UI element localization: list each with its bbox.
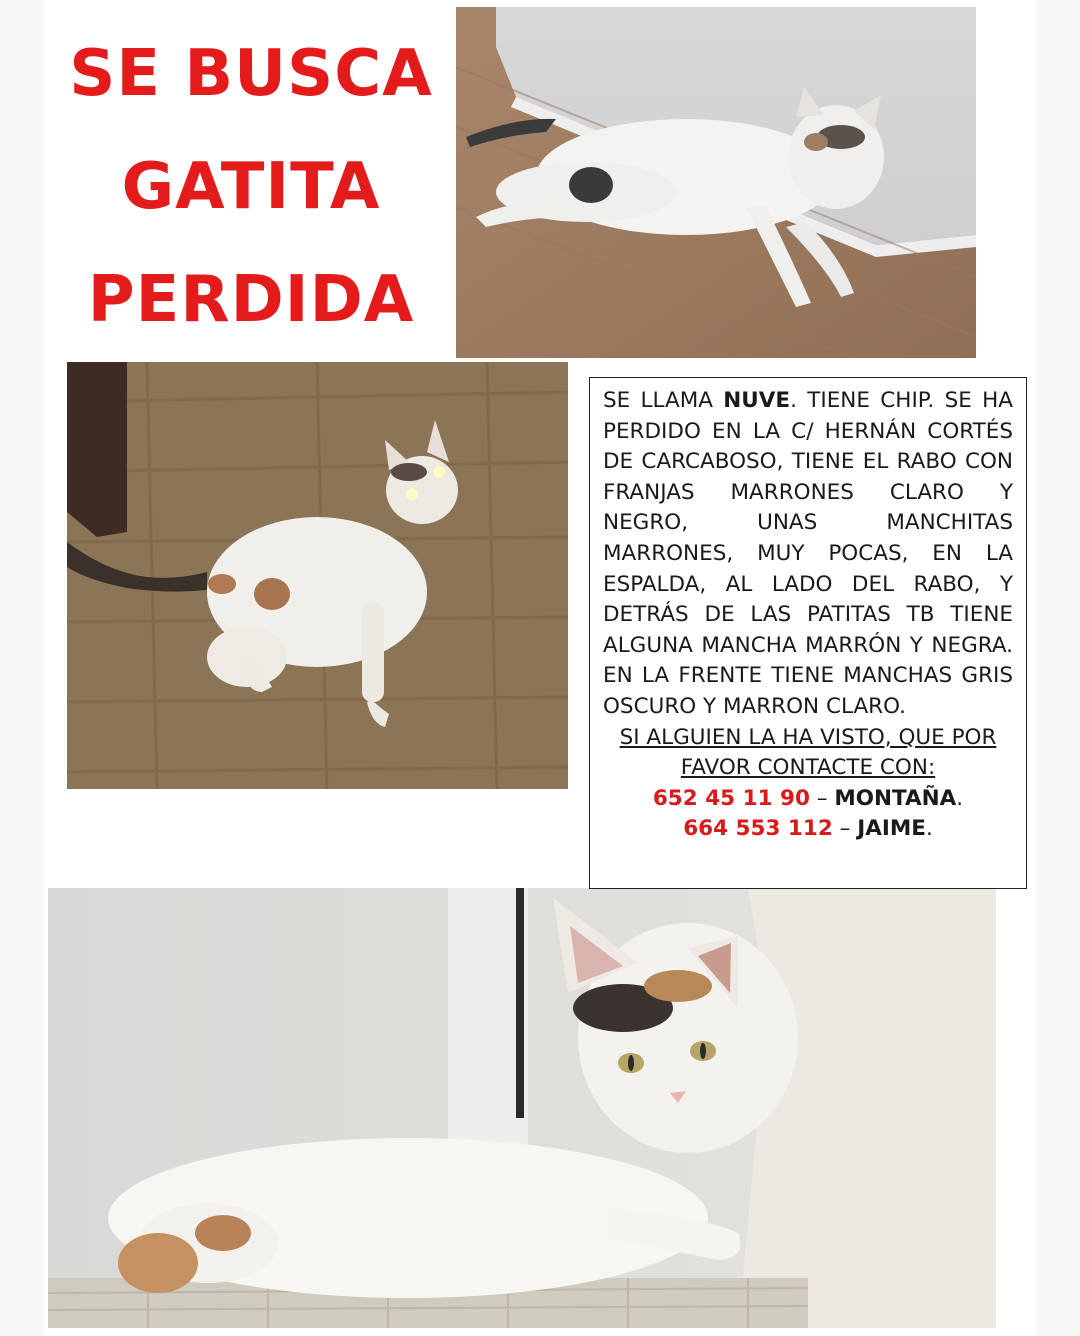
phone-number: 664 553 112 — [683, 816, 833, 842]
cat-description — [603, 386, 1013, 723]
contact-callout: SI ALGUIEN LA HA VISTO, QUE POR FAVOR CONTACTE CON: — [619, 724, 997, 781]
intro-text: SE LLAMA — [603, 388, 724, 413]
contact-name: JAIME — [857, 816, 926, 842]
cat-name: NUVE — [723, 388, 791, 413]
contact-separator: – — [832, 816, 858, 842]
headline-line-3: PERDIDA — [87, 263, 415, 337]
phone-number: 652 45 11 90 — [652, 785, 810, 811]
description-text: . TIENE CHIP. SE HA PERDIDO EN LA C/ HERNÁN CORTÉS DE CARCABOSO, TIENE EL RABO CON FRANJAS MARRONES CLARO Y NEGRO, UNAS MANCHITAS MARRONES, MUY POCAS, EN LA ESPALDA, AL LADO DEL RABO, Y DETRÁS DE LAS PATITAS TB TIENE ALGUNA MANCHA MARRÓN Y NEGRA. EN LA FRENTE TIENE MANCHAS GRIS OSCURO Y MARRON CLARO. — [603, 388, 1013, 719]
info-box — [589, 377, 1027, 889]
contact-line-2 — [603, 814, 1013, 845]
headline-line-1: SE BUSCA — [69, 37, 433, 111]
cat-photo-standing-mat — [67, 362, 568, 789]
contact-end: . — [956, 785, 964, 811]
cat-photo-lying-floor — [456, 7, 976, 358]
contact-separator: – — [809, 785, 835, 811]
cat-photo-on-ledge — [48, 888, 996, 1328]
contact-end: . — [925, 816, 933, 842]
contact-line-1 — [603, 784, 1013, 815]
poster-headline — [56, 18, 446, 357]
headline-line-2: GATITA — [121, 150, 381, 224]
contact-name: MONTAÑA — [834, 785, 957, 811]
